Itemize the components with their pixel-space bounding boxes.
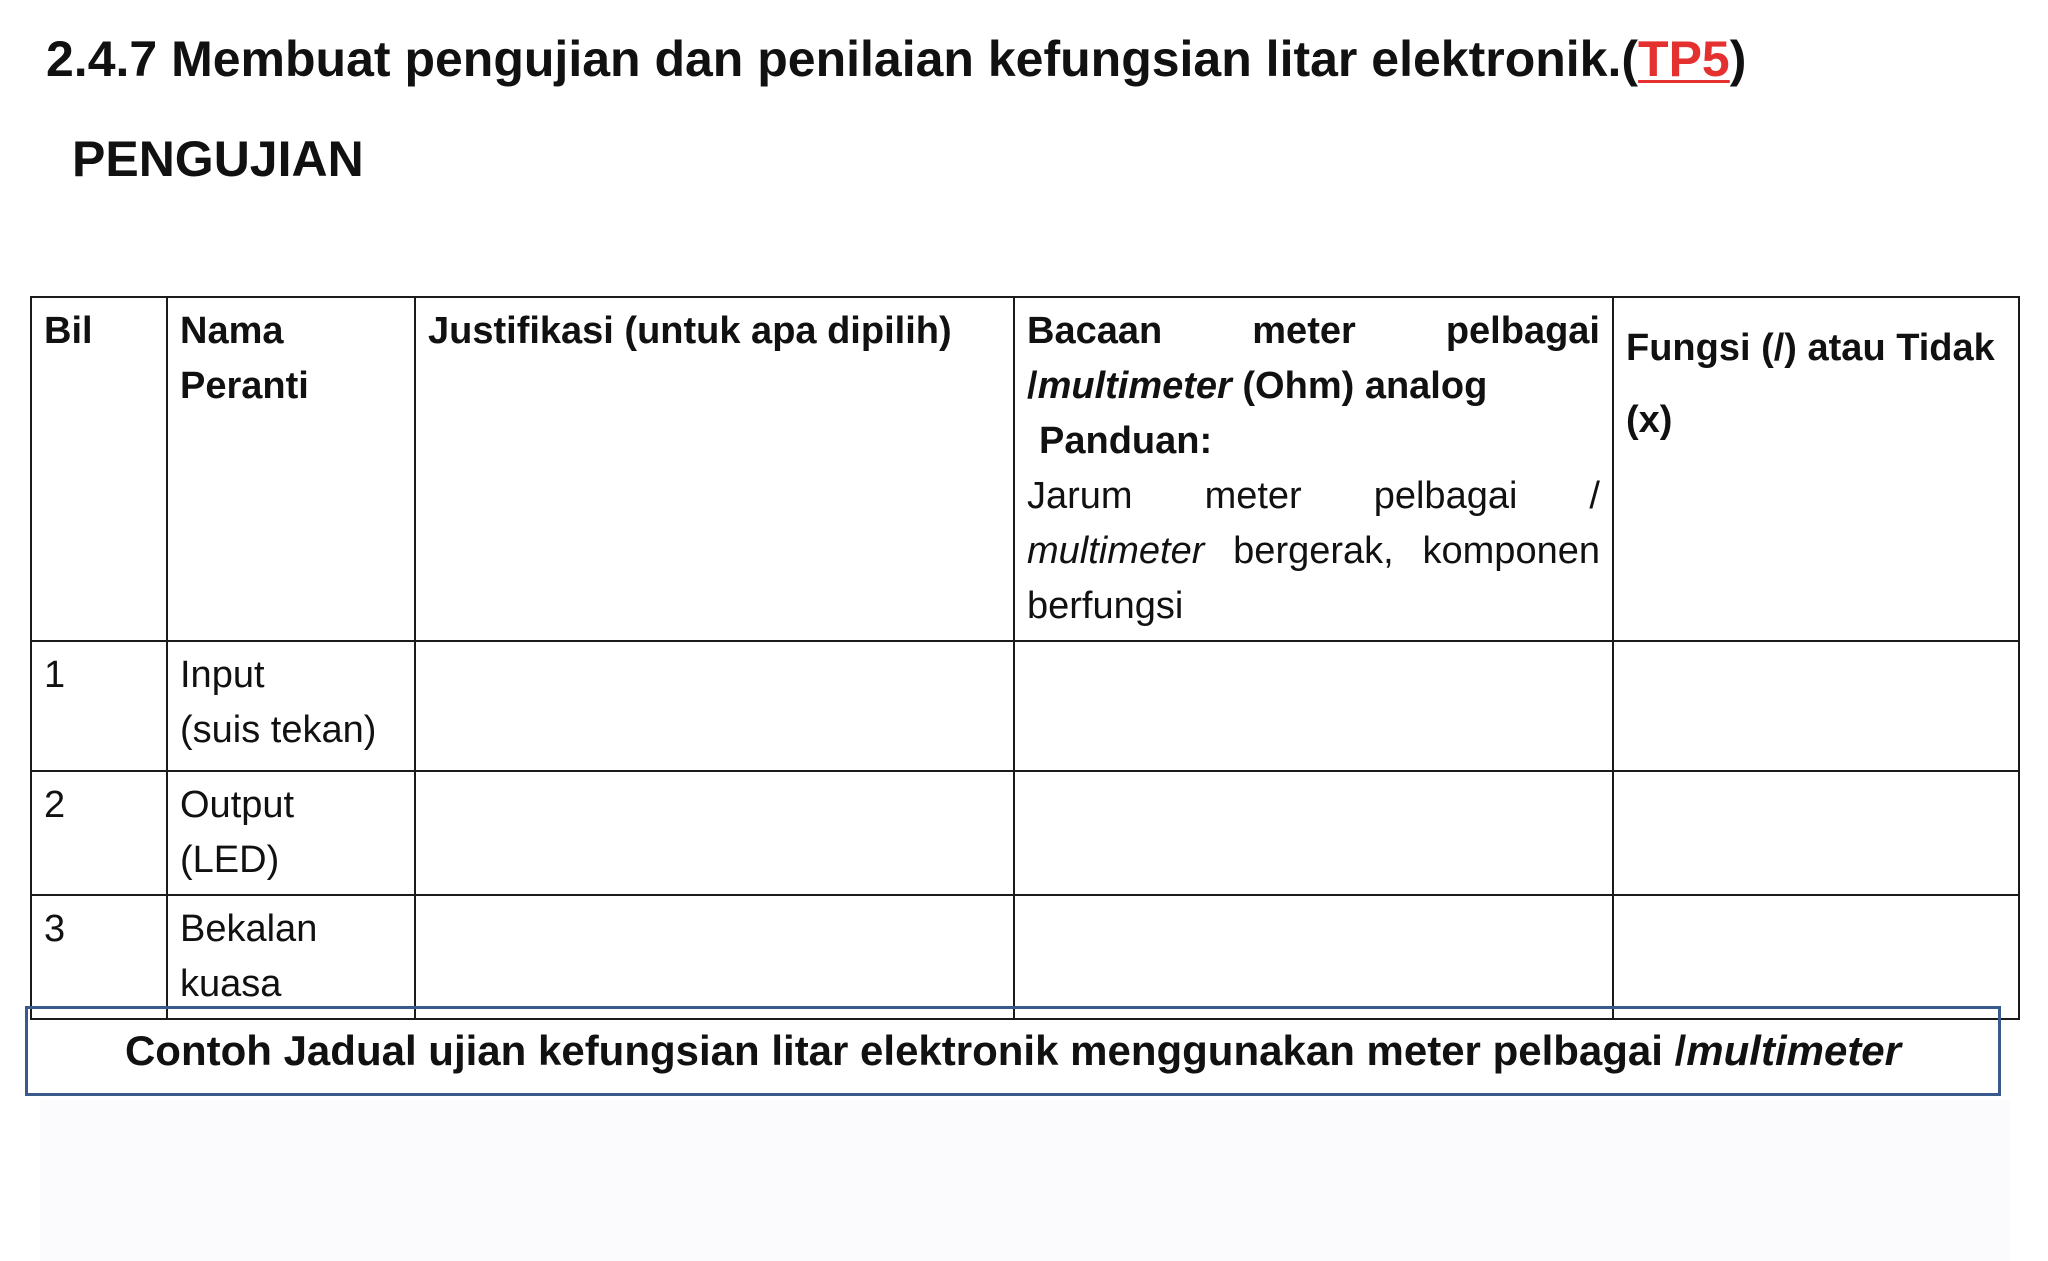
row-nama-peranti xyxy=(167,895,415,1019)
bacaan-word: Bacaan xyxy=(1027,310,1163,352)
title-text: 2.4.7 Membuat pengujian dan penilaian kefungsian litar elektronik.( xyxy=(46,31,1639,87)
slash-2: / xyxy=(1589,475,1600,517)
header-nama-line2: Peranti xyxy=(180,365,309,407)
ohm-analog-text: (Ohm) analog xyxy=(1231,365,1488,407)
multimeter-italic: multimeter xyxy=(1037,365,1232,407)
berfungsi-line: berfungsi xyxy=(1027,585,1184,627)
row-fungsi-cell[interactable] xyxy=(1613,771,2019,895)
row-bil: 2 xyxy=(31,771,167,895)
header-bacaan-meter xyxy=(1014,297,1613,641)
header-fungsi-line2: (x) xyxy=(1626,399,1673,441)
multimeter-italic-2: multimeter xyxy=(1027,530,1205,572)
table-caption xyxy=(25,1006,2001,1096)
title-suffix: ) xyxy=(1729,31,1747,87)
bergerak-word: bergerak, xyxy=(1233,530,1394,572)
row-nama-peranti xyxy=(167,771,415,895)
row-justifikasi-cell[interactable] xyxy=(415,895,1014,1019)
table-row xyxy=(31,895,2019,1019)
panduan-label: Panduan: xyxy=(1039,420,1213,462)
header-fungsi-line1: Fungsi (/) atau Tidak xyxy=(1626,327,1995,369)
row-bil: 3 xyxy=(31,895,167,1019)
header-nama-peranti xyxy=(167,297,415,641)
table-row xyxy=(31,641,2019,771)
row-bacaan-cell[interactable] xyxy=(1014,895,1613,1019)
komponen-word: komponen xyxy=(1422,530,1600,572)
nama-line1: Output xyxy=(180,784,295,826)
row-bil: 1 xyxy=(31,641,167,771)
nama-line2: (LED) xyxy=(180,839,280,881)
header-fungsi xyxy=(1613,297,2019,641)
testing-table xyxy=(30,296,2020,1020)
page-title xyxy=(46,30,1746,88)
section-heading: PENGUJIAN xyxy=(72,131,364,187)
header-nama-line1: Nama xyxy=(180,310,284,352)
bacaan-line1 xyxy=(1027,304,1600,359)
nama-line2: (suis tekan) xyxy=(180,709,377,751)
tp5-link[interactable]: TP5 xyxy=(1638,31,1730,87)
pelbagai-word: pelbagai xyxy=(1445,310,1600,352)
caption-text: Contoh Jadual ujian kefungsian litar elektronik menggunakan meter pelbagai / xyxy=(124,1027,1687,1074)
multimeter-line xyxy=(1027,524,1600,579)
nama-line1: Input xyxy=(180,654,265,696)
meter-word-2: meter xyxy=(1204,475,1302,517)
row-bacaan-cell[interactable] xyxy=(1014,771,1613,895)
row-nama-peranti xyxy=(167,641,415,771)
page-footer-area xyxy=(40,1100,2010,1261)
meter-word: meter xyxy=(1252,310,1356,352)
nama-line1: Bekalan xyxy=(180,908,318,950)
row-fungsi-cell[interactable] xyxy=(1613,895,2019,1019)
caption-multimeter-italic: multimeter xyxy=(1686,1027,1902,1074)
jarum-line xyxy=(1027,469,1600,524)
header-justifikasi: Justifikasi (untuk apa dipilih) xyxy=(415,297,1014,641)
bacaan-line2 xyxy=(1027,359,1600,414)
row-bacaan-cell[interactable] xyxy=(1014,641,1613,771)
row-fungsi-cell[interactable] xyxy=(1613,641,2019,771)
row-justifikasi-cell[interactable] xyxy=(415,771,1014,895)
pelbagai-word-2: pelbagai xyxy=(1373,475,1518,517)
nama-line2: kuasa xyxy=(180,963,282,1005)
table-header-row xyxy=(31,297,2019,641)
header-bil: Bil xyxy=(31,297,167,641)
table-row xyxy=(31,771,2019,895)
row-justifikasi-cell[interactable] xyxy=(415,641,1014,771)
slash: / xyxy=(1027,365,1038,407)
jarum-word: Jarum xyxy=(1027,475,1133,517)
